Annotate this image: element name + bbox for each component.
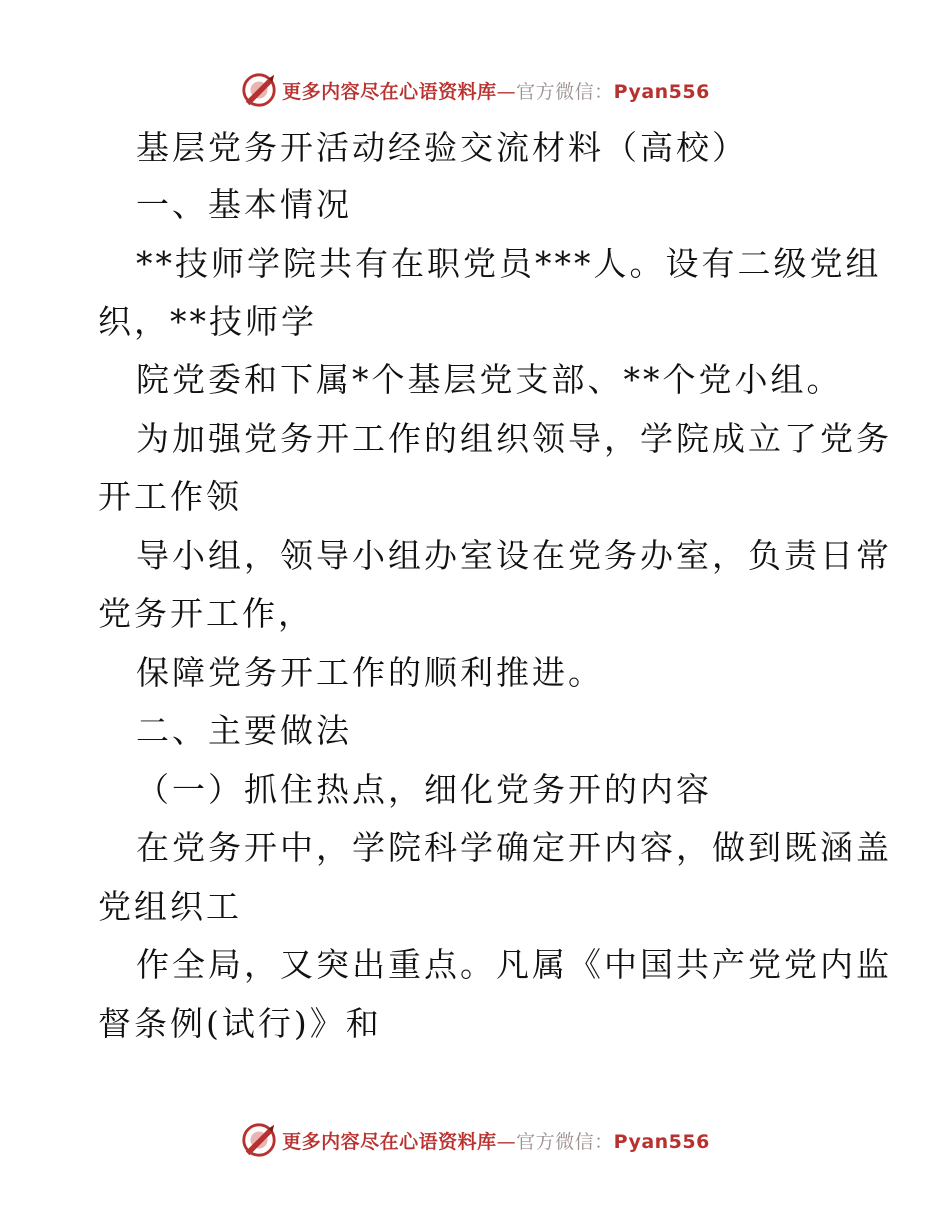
paragraph-line: 党组织工 [98, 887, 242, 926]
paragraph-line: 导小组，领导小组办室设在党务办室，负责日常 [136, 536, 892, 575]
paragraph-line: 党务开工作， [98, 594, 314, 633]
paragraph-line: 保障党务开工作的顺利推进。 [136, 653, 604, 692]
seal-logo-icon [240, 71, 278, 109]
paragraph-line: 作全局，又突出重点。凡属《中国共产党党内监 [136, 945, 892, 984]
watermark-text: 更多内容尽在心语资料库—官方微信：Pyan556 [282, 1130, 710, 1153]
section-heading: 一、基本情况 [136, 185, 352, 224]
paragraph-line: **技师学院共有在职党员***人。设有二级党组 [136, 244, 882, 283]
paragraph-line: 督条例(试行)》和 [98, 1004, 382, 1043]
watermark-text: 更多内容尽在心语资料库—官方微信：Pyan556 [282, 80, 710, 103]
seal-logo-icon [240, 1121, 278, 1159]
header-watermark [0, 70, 950, 110]
section-heading: 二、主要做法 [136, 711, 352, 750]
paragraph-line: 在党务开中，学院科学确定开内容，做到既涵盖 [136, 828, 892, 867]
paragraph-line: 院党委和下属*个基层党支部、**个党小组。 [136, 360, 843, 399]
footer-watermark [0, 1120, 950, 1160]
subsection-heading: （一）抓住热点，细化党务开的内容 [136, 770, 712, 809]
paragraph-line: 织，**技师学 [98, 302, 317, 341]
document-title: 基层党务开活动经验交流材料（高校） [136, 128, 748, 167]
paragraph-line: 为加强党务开工作的组织领导，学院成立了党务 [136, 419, 892, 458]
paragraph-line: 开工作领 [98, 477, 242, 516]
